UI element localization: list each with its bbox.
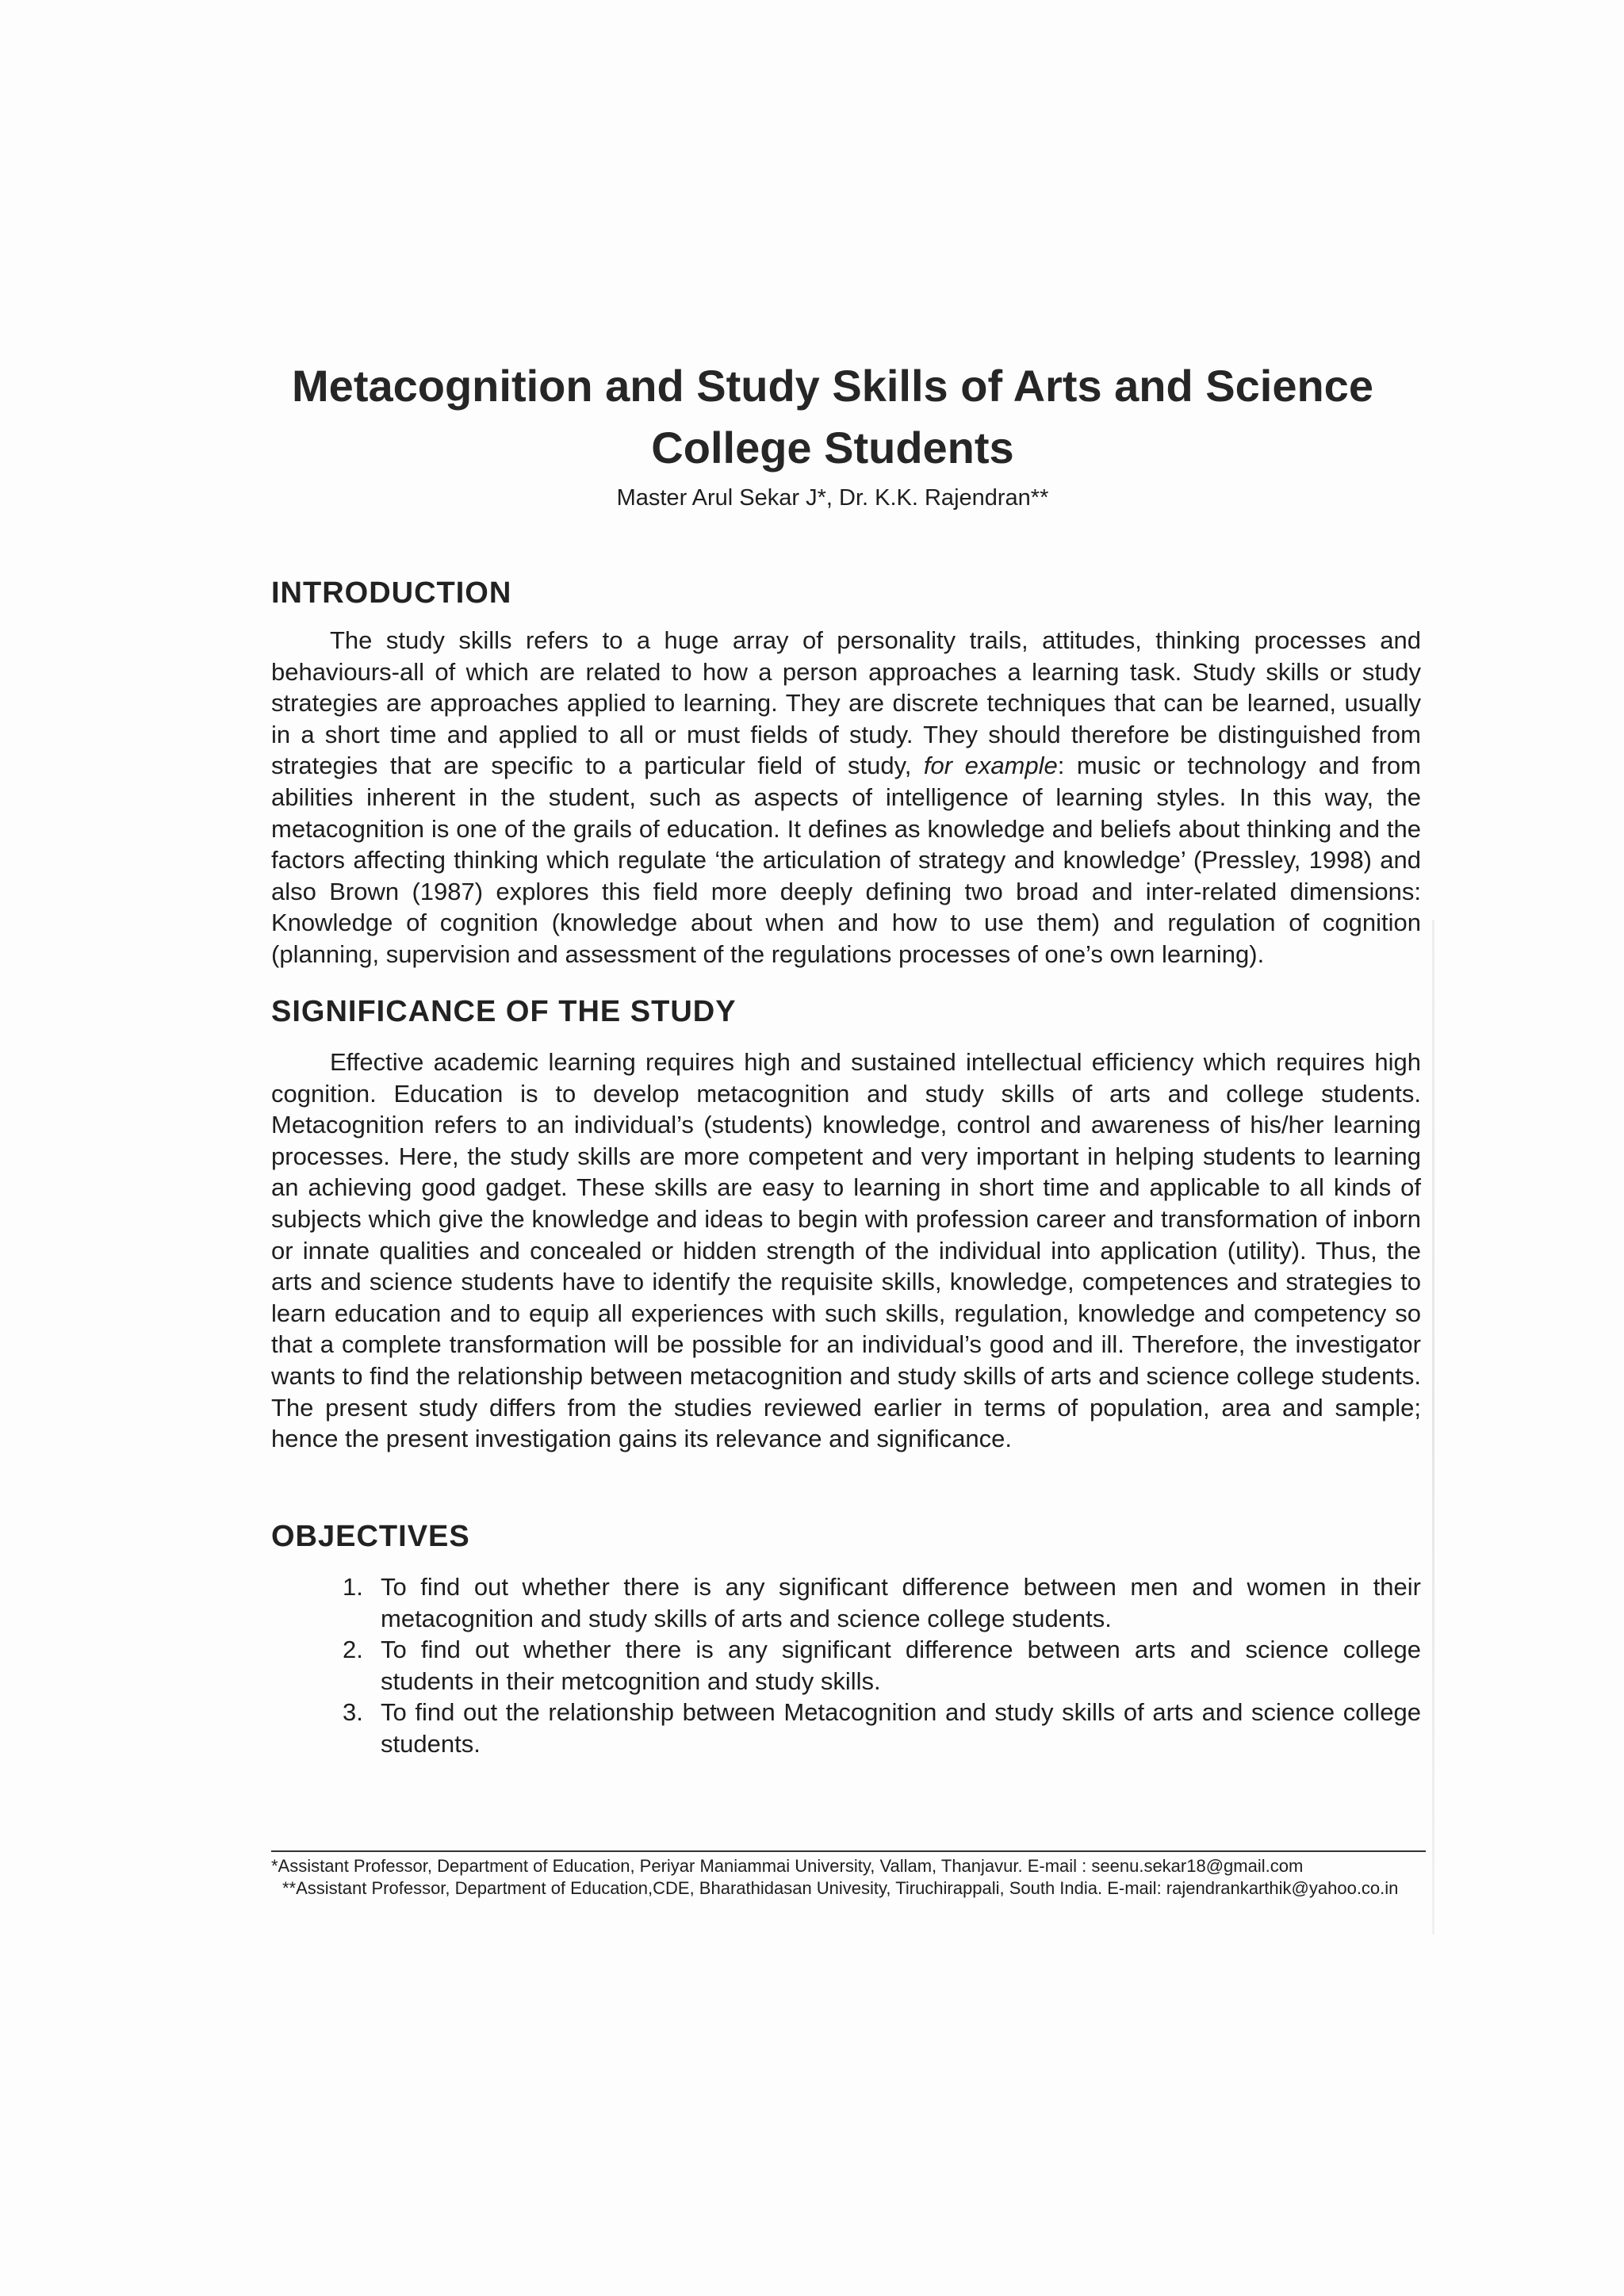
objective-text: To find out whether there is any significant difference between arts and science college students in their metcognition and study skills. <box>381 1636 1421 1695</box>
objective-number: 2. <box>343 1636 363 1664</box>
footnote-2: **Assistant Professor, Department of Education,CDE, Bharathidasan Univesity, Tiruchirappali, South India. E-mail: rajendrankarthik@yahoo.co.in <box>282 1878 1399 1898</box>
objective-item <box>343 1634 1421 1697</box>
footnote-1: *Assistant Professor, Department of Education, Periyar Maniammai University, Vallam, Thanjavur. E-mail : seenu.sekar18@gmail.com <box>271 1856 1304 1876</box>
objectives-heading: OBJECTIVES <box>271 1520 470 1553</box>
objective-item <box>343 1571 1421 1634</box>
author-line: Master Arul Sekar J*, Dr. K.K. Rajendran** <box>616 485 1049 511</box>
introduction-heading: INTRODUCTION <box>271 576 512 610</box>
footnote-divider <box>271 1850 1426 1852</box>
scan-edge-shadow <box>1432 920 1434 1934</box>
objective-item <box>343 1697 1421 1759</box>
introduction-emphasis: for example <box>923 752 1058 780</box>
significance-heading: SIGNIFICANCE OF THE STUDY <box>271 995 737 1028</box>
significance-paragraph: Effective academic learning requires high and sustained intellectual efficiency which requires high cognition. Education is to develop metacognition and study skills of arts and college students. Metacognition refers to an individual’s (students) knowledge, control and awareness of his/her learning processes. Here, the study skills are more competent and very important in helping students to learning an achieving good gadget. These skills are easy to learning in short time and applicable to all kinds of subjects which give the knowledge and ideas to begin with profession career and transformation of inborn or innate qualities and concealed or hidden strength of the individual into application (utility). Thus, the arts and science students have to identify the requisite skills, knowledge, competences and strategies to learn education and to equip all experiences with such skills, regulation, knowledge and competency so that a complete transformation will be possible for an individual’s good and ill. Therefore, the investigator wants to find the relationship between metacognition and study skills of arts and science college students. The present study differs from the studies reviewed earlier in terms of population, area and sample; hence the present investigation gains its relevance and significance. <box>271 1048 1421 1453</box>
introduction-paragraph <box>271 625 1421 970</box>
objectives-list <box>343 1571 1421 1760</box>
paper-title: Metacognition and Study Skills of Arts and Science College Students <box>292 361 1373 473</box>
objective-text: To find out the relationship between Metacognition and study skills of arts and science college students. <box>381 1698 1421 1758</box>
objective-text: To find out whether there is any significant difference between men and women in their metacognition and study skills of arts and science college students. <box>381 1573 1421 1632</box>
objective-number: 3. <box>343 1698 363 1727</box>
objective-number: 1. <box>343 1573 363 1601</box>
introduction-text-before: The study skills refers to a huge array of personality trails, attitudes, thinking processes and behaviours-all of which are related to how a person approaches a learning task. Study skills or study strategies are approaches applied to learning. They are discrete techniques that can be learned, usually in a short time and applied to all or must fields of study. They should therefore be distinguished from strategies that are specific to a particular field of study, <box>271 626 1421 780</box>
footnotes <box>271 1855 1429 1900</box>
introduction-text-after: : music or technology and from abilities inherent in the student, such as aspects of intelligence of learning styles. In this way, the metacognition is one of the grails of education. It defines as knowledge and beliefs about thinking and the factors affecting thinking which regulate ‘the articulation of strategy and knowledge’ (Pressley, 1998) and also Brown (1987) explores this field more deeply defining two broad and inter-related dimensions: Knowledge of cognition (knowledge about when and how to use them) and regulation of cognition (planning, supervision and assessment of the regulations processes of one’s own learning). <box>271 752 1421 968</box>
